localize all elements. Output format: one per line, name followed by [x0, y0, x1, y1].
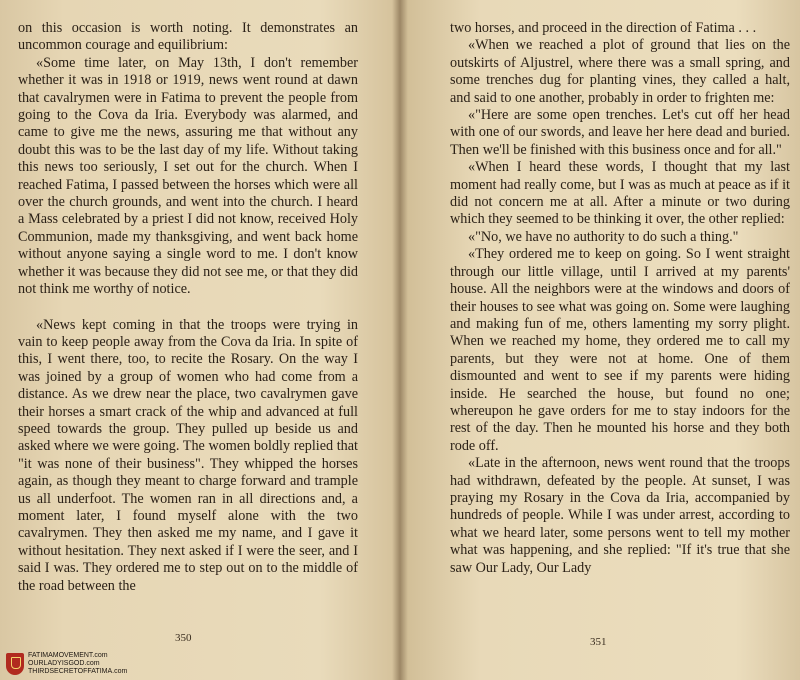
watermark-url-3[interactable]: THIRDSECRETOFFATIMA.com [28, 668, 128, 675]
right-paragraph-4: «When I heard these words, I thought that my last moment had really come, but I was as much at peace as if it did not concern me at all. After a minute or two during which they seemed to be thinking it over, the other replied: [450, 159, 790, 228]
left-paragraph-1: on this occasion is worth noting. It demonstrates an uncommon courage and equilibrium: [18, 20, 358, 54]
watermark-url-2[interactable]: OURLADYISGOD.com [28, 660, 100, 667]
right-page [450, 20, 790, 577]
right-page-number: 351 [590, 636, 607, 648]
left-page-number: 350 [175, 632, 192, 644]
left-paragraph-2: «Some time later, on May 13th, I don't remember whether it was in 1918 or 1919, news went round at dawn that cavalrymen were in Fatima to prevent the people from going to the Cova da Iria. Everybody was alarmed, and came to give me the news, assuring me that without any doubt this was to be the last day of my life. Without taking this news too seriously, I set out for the church. When I reached Fatima, I passed between the horses which were all over the church grounds, and went into the church. I heard a Mass celebrated by a priest I did not know, received Holy Communion, made my thanksgiving, and went back home without anyone saying a single word to me. I don't know whether it was because they did not see me, or that they did not think me worthy of notice. [18, 54, 358, 298]
right-paragraph-2: «When we reached a plot of ground that lies on the outskirts of Aljustrel, where there was a small spring, and some trenches dug for planting vines, they called a halt, and said to one another, probably in order to frighten me: [450, 37, 790, 106]
watermark-footer [6, 652, 127, 676]
watermark-url-1[interactable]: FATIMAMOVEMENT.com [28, 652, 108, 659]
left-page [18, 20, 358, 595]
right-paragraph-6: «They ordered me to keep on going. So I went straight through our little village, until I arrived at my parents' house. All the neighbors were at the windows and doors of their houses to see what was going on. Some were laughing and making fun of me, others lamenting my sorry plight. When we reached my home, they ordered me to call my parents, but they were not at home. One of them dismounted and went to see if my parents were hiding inside. He searched the house, but found no one; whereupon he gave orders for me to stay indoors for the rest of the day. Then he mounted his horse and they both rode off. [450, 246, 790, 454]
right-paragraph-5: «"No, we have no authority to do such a thing." [468, 228, 739, 245]
shield-emblem-icon [6, 653, 24, 675]
right-paragraph-1: two horses, and proceed in the direction of Fatima . . . [450, 20, 757, 36]
left-paragraph-3: «News kept coming in that the troops were trying in vain to keep people away from the Cova da Iria. In spite of this, I went there, too, to recite the Rosary. On the way I was joined by a group of women who had come from a distance. As we drew near the place, two cavalrymen gave their horses a smart crack of the whip and advanced at full speed towards the group. They pulled up beside us and asked where we were going. The women boldly replied that "it was none of their business". They whipped the horses again, as though they meant to charge forward and trample us all underfoot. The women ran in all directions and, a moment later, I found myself alone with the two cavalrymen. They then asked me my name, and I gave it without hesitation. They next asked if I were the seer, and I said I was. They ordered me to step out on to the middle of the road between the [18, 316, 358, 594]
watermark-urls [28, 652, 127, 676]
right-paragraph-7: «Late in the afternoon, news went round that the troops had withdrawn, defeated by the people. At sunset, I was praying my Rosary in the Cova da Iria, accompanied by hundreds of people. While I was under arrest, according to what we heard later, some persons went to tell my mother what was happening, and she replied: "If it's true that she saw Our Lady, Our Lady [450, 455, 790, 576]
right-paragraph-3: «"Here are some open trenches. Let's cut off her head with one of our swords, and leave her here dead and buried. Then we'll be finished with this business once and for all." [450, 107, 790, 158]
